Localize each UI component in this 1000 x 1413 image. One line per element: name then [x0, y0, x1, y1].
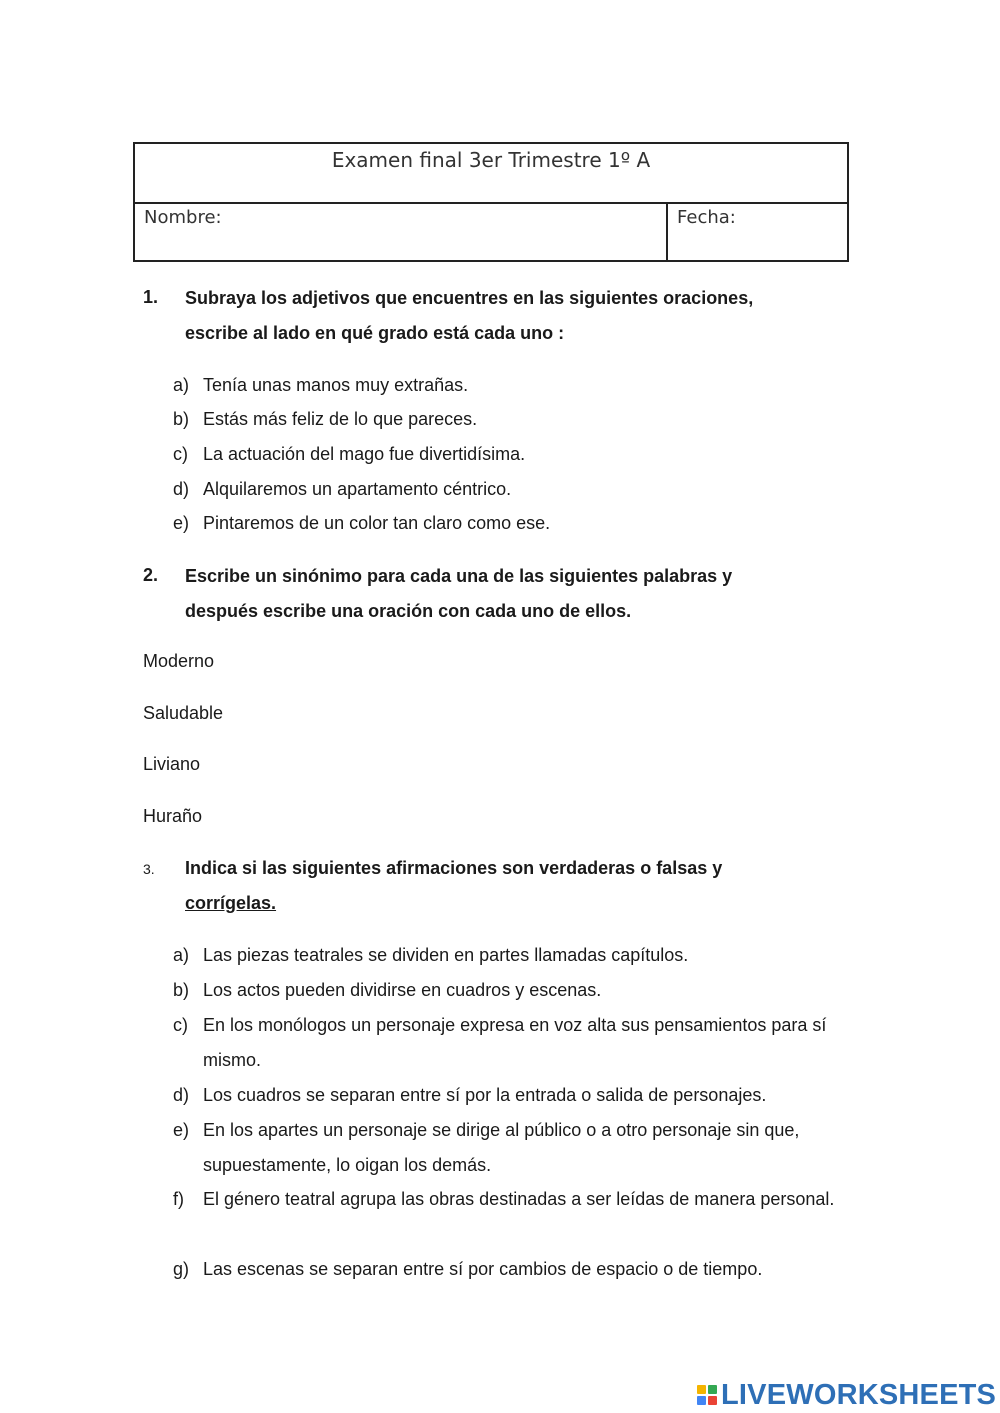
item-letter: a) — [173, 375, 190, 395]
word-liviano: Liviano — [143, 754, 201, 774]
logo-text: LIVEWORKSHEETS — [721, 1378, 997, 1411]
word-saludable: Saludable — [143, 703, 224, 723]
liveworksheets-logo-icon — [697, 1385, 717, 1405]
question-3-line-2: corrígelas. — [185, 892, 277, 913]
question-1-text — [185, 281, 845, 350]
word-moderno: Moderno — [143, 651, 215, 671]
item-text: Las escenas se separan entre sí por cambios de espacio o de tiempo. — [203, 1259, 763, 1279]
question-1-item-e[interactable] — [173, 506, 853, 541]
item-letter: f) — [173, 1189, 184, 1209]
item-letter: c) — [173, 444, 188, 464]
item-letter: b) — [173, 980, 190, 1000]
item-text: Tenía unas manos muy extrañas. — [203, 375, 469, 395]
liveworksheets-logo[interactable] — [697, 1378, 996, 1412]
question-3-text — [185, 851, 845, 920]
question-1-line-2: escribe al lado en qué grado está cada uno : — [185, 322, 565, 343]
item-text: Pintaremos de un color tan claro como ese. — [203, 513, 551, 533]
date-field[interactable] — [668, 204, 847, 260]
item-letter: e) — [173, 1120, 190, 1140]
item-letter: c) — [173, 1015, 188, 1035]
header-table — [133, 142, 849, 262]
question-2-line-2: después escribe una oración con cada uno de ellos. — [185, 600, 632, 621]
item-text: Estás más feliz de lo que pareces. — [203, 409, 478, 429]
question-1-line-1: Subraya los adjetivos que encuentres en las siguientes oraciones, — [185, 288, 754, 308]
question-3-item-d[interactable] — [173, 1078, 853, 1113]
exam-title: Examen final 3er Trimestre 1º A — [331, 148, 651, 172]
question-3-item-a[interactable] — [173, 938, 853, 973]
question-3-line-1: Indica si las siguientes afirmaciones son verdaderas o falsas y — [185, 858, 723, 878]
item-letter: e) — [173, 513, 190, 533]
question-2-line-1: Escribe un sinónimo para cada una de las siguientes palabras y — [185, 566, 733, 586]
item-text: En los monólogos un personaje expresa en voz alta sus pensamientos para sí mismo. — [203, 1015, 827, 1070]
question-3-item-c[interactable] — [173, 1008, 853, 1077]
question-1-item-a[interactable] — [173, 368, 853, 403]
item-text: Los cuadros se separan entre sí por la entrada o salida de personajes. — [203, 1085, 767, 1105]
item-letter: g) — [173, 1259, 190, 1279]
item-letter: d) — [173, 479, 190, 499]
item-text: La actuación del mago fue divertidísima. — [203, 444, 526, 464]
question-1-item-d[interactable] — [173, 472, 853, 507]
item-text: El género teatral agrupa las obras destinadas a ser leídas de manera personal. — [203, 1189, 835, 1209]
question-1-number: 1. — [143, 287, 159, 307]
item-text: Los actos pueden dividirse en cuadros y escenas. — [203, 980, 602, 1000]
name-field[interactable] — [135, 204, 668, 260]
item-letter: a) — [173, 945, 190, 965]
item-text: Alquilaremos un apartamento céntrico. — [203, 479, 512, 499]
question-3-item-b[interactable] — [173, 973, 853, 1008]
item-letter: b) — [173, 409, 190, 429]
question-3-number: 3. — [143, 861, 155, 877]
question-3-item-f[interactable] — [173, 1182, 853, 1217]
question-3-item-e[interactable] — [173, 1113, 853, 1182]
question-2-number: 2. — [143, 565, 159, 585]
date-label: Fecha: — [677, 207, 736, 228]
question-1-item-b[interactable] — [173, 402, 853, 437]
name-label: Nombre: — [144, 207, 222, 228]
question-2-text — [185, 559, 845, 628]
item-text: Las piezas teatrales se dividen en partes llamadas capítulos. — [203, 945, 689, 965]
question-3-item-g[interactable] — [173, 1252, 853, 1287]
header-title-row — [135, 144, 847, 204]
word-huraño: Huraño — [143, 806, 203, 826]
question-1-item-c[interactable] — [173, 437, 853, 472]
item-letter: d) — [173, 1085, 190, 1105]
item-text: En los apartes un personaje se dirige al público o a otro personaje sin que, supuestamente, lo oigan los demás. — [203, 1120, 800, 1175]
